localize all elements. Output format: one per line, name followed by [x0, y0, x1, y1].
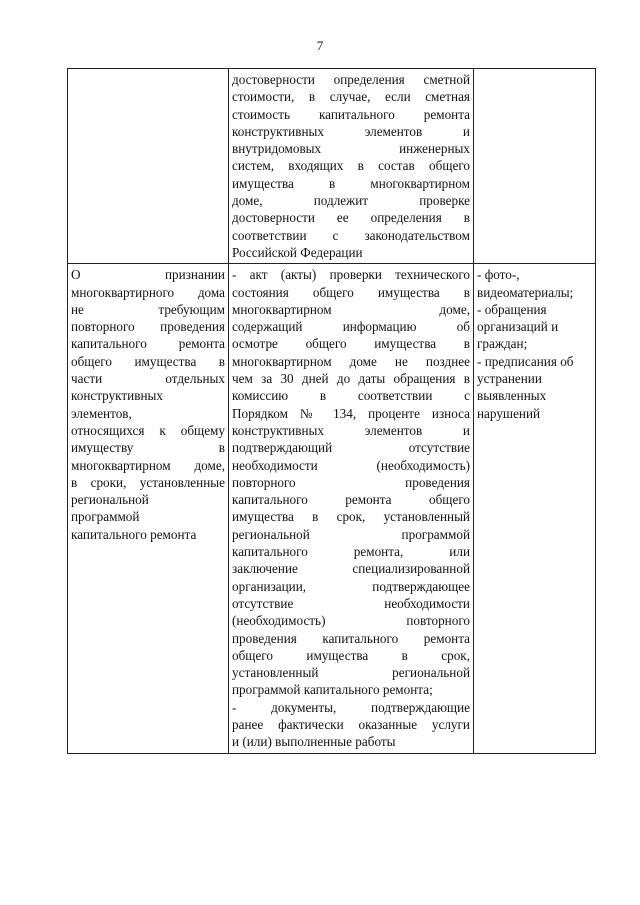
table-row — [68, 264, 596, 753]
text-line: доме, подлежит проверке — [232, 193, 470, 209]
text-line: региональной — [71, 492, 149, 508]
text-line: - обращения — [477, 301, 547, 317]
text-line: соответствии с законодательством — [232, 227, 470, 243]
text-line: относящихся к общему — [71, 422, 225, 438]
text-line: устранении — [477, 371, 542, 387]
text-line: многоквартирного дома — [71, 284, 225, 300]
text-line: О признании — [71, 267, 225, 283]
text-line: программой — [71, 509, 140, 525]
row1-cell-documents — [229, 69, 474, 264]
text-line: Порядком № 134, проценте износа — [232, 405, 470, 421]
text-line: организаций и — [477, 319, 559, 335]
row2-cell-subject — [68, 264, 229, 753]
text-line: организации, подтверждающее — [232, 578, 470, 594]
row1-cell-subject — [68, 69, 229, 264]
text-line: отсутствие необходимости — [232, 595, 470, 611]
text-line: видеоматериалы; — [477, 284, 574, 300]
text-line: заключение специализированной — [232, 561, 470, 577]
text-line: внутридомовых инженерных — [232, 141, 470, 157]
text-line: программой капитального ремонта; — [232, 682, 433, 698]
text-line: капитального ремонта, или — [232, 544, 470, 560]
row2-cell-additional — [474, 264, 596, 753]
text-line: Российской Федерации — [232, 244, 363, 260]
text-line: многоквартирном доме, — [71, 457, 225, 473]
text-line: многоквартирном доме, — [232, 301, 470, 317]
text-line: капитального ремонта — [71, 336, 225, 352]
text-line: необходимости (необходимость) — [232, 457, 470, 473]
text-line: в сроки, установленные — [71, 474, 225, 490]
text-line: - предписания об — [477, 353, 574, 369]
text-line: - акт (акты) проверки технического — [232, 267, 470, 283]
text-line: граждан; — [477, 336, 528, 352]
document-table — [67, 68, 596, 754]
text-line: имущества в многоквартирном — [232, 175, 470, 191]
text-line: - документы, подтверждающие — [232, 699, 470, 715]
text-line: имущества в срок, установленный — [232, 509, 470, 525]
table-row — [68, 69, 596, 264]
text-line: систем, входящих в состав общего — [232, 158, 470, 174]
text-line: общего имущества в — [71, 353, 225, 369]
text-line: стоимость капитального ремонта — [232, 106, 470, 122]
text-line: достоверности определения сметной — [232, 72, 470, 87]
text-line: достоверности ее определения в — [232, 210, 470, 226]
text-line: содержащий информацию об — [232, 319, 470, 335]
text-line: части отдельных — [71, 371, 225, 387]
text-line: нарушений — [477, 405, 541, 421]
text-line: (необходимость) повторного — [232, 613, 470, 629]
text-line: проведения капитального ремонта — [232, 630, 470, 646]
text-line: региональной программой — [232, 526, 470, 542]
text-line: конструктивных элементов и — [232, 123, 470, 139]
text-line: состояния общего имущества в — [232, 284, 470, 300]
text-line: выявленных — [477, 388, 547, 404]
text-line: многоквартирном доме не позднее — [232, 353, 470, 369]
text-line: капитального ремонта — [71, 526, 197, 542]
text-line: имуществу в — [71, 440, 225, 456]
text-line: ранее фактически оказанные услуги — [232, 716, 470, 732]
text-line: комиссию в соответствии с — [232, 388, 470, 404]
text-line: установленный региональной — [232, 665, 470, 681]
text-line: стоимости, в случае, если сметная — [232, 89, 470, 105]
text-line: подтверждающий отсутствие — [232, 440, 470, 456]
text-line: - фото-, — [477, 267, 520, 283]
page-number: 7 — [316, 38, 324, 53]
text-line: чем за 30 дней до даты обращения в — [232, 371, 470, 387]
text-line: капитального ремонта общего — [232, 492, 470, 508]
text-line: повторного проведения — [71, 319, 225, 335]
text-line: элементов, — [71, 405, 132, 421]
text-line: общего имущества в срок, — [232, 647, 470, 663]
text-line: осмотре общего имущества в — [232, 336, 470, 352]
row2-cell-documents — [229, 264, 474, 753]
text-line: конструктивных — [71, 388, 163, 404]
text-line: не требующим — [71, 301, 225, 317]
text-line: конструктивных элементов и — [232, 422, 470, 438]
text-line: повторного проведения — [232, 474, 470, 490]
row1-cell-additional — [474, 69, 596, 264]
text-line: и (или) выполненные работы — [232, 734, 396, 750]
